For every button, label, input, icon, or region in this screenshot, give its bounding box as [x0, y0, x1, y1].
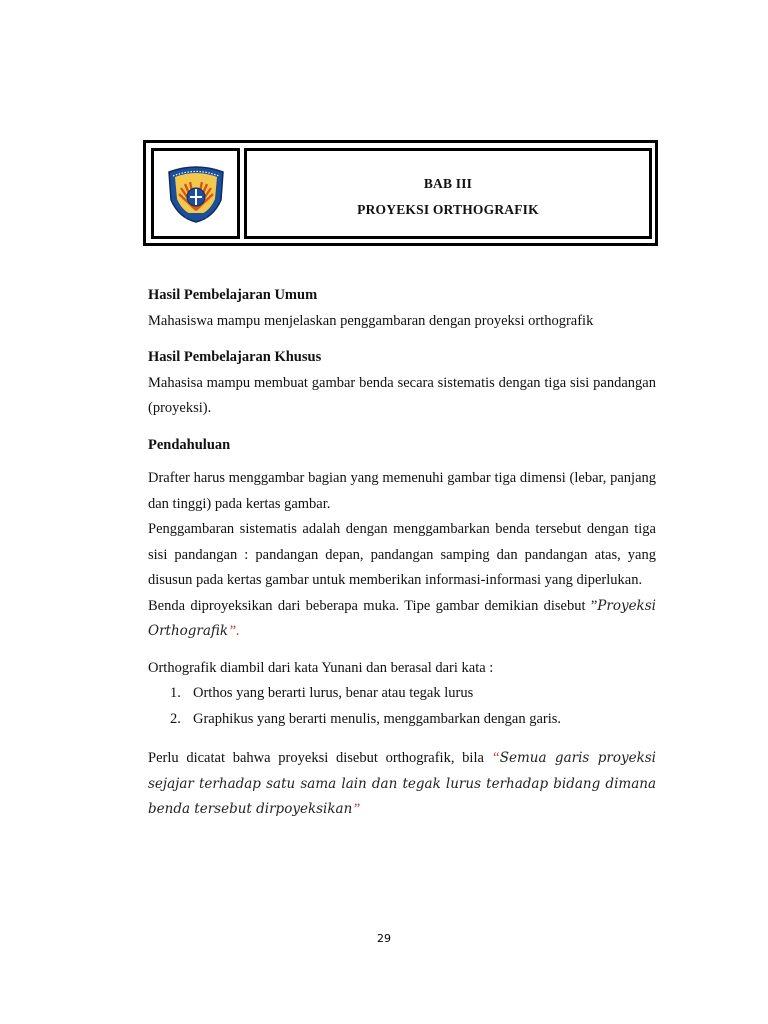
- list-text: Orthos yang berarti lurus, benar atau tegak lurus: [193, 685, 474, 701]
- paragraph-5: [148, 746, 656, 823]
- paragraph-1: Drafter harus menggambar bagian yang memenuhi gambar tiga dimensi (lebar, panjang dan tinggi) pada kertas gambar.: [148, 470, 656, 512]
- chapter-title-cell: [244, 148, 652, 239]
- close-quote: ”.: [228, 623, 240, 639]
- paragraph-3: [148, 594, 656, 645]
- list-item: [148, 681, 656, 707]
- paragraph-4: Orthografik diambil dari kata Yunani dan berasal dari kata :: [148, 659, 494, 676]
- term-proyeksi-orthografik: Proyeksi Orthografik: [148, 597, 656, 639]
- open-quote: “: [491, 750, 500, 766]
- paragraph-3-text: Benda diproyeksikan dari beberapa muka. Tipe gambar demikian disebut: [148, 597, 591, 614]
- etymology-list: [148, 681, 656, 732]
- list-text: Graphikus yang berarti menulis, menggambarkan dengan garis.: [193, 710, 562, 727]
- paragraph-2: Penggambaran sistematis adalah dengan menggambarkan benda tersebut dengan tiga sisi pandangan : pandangan depan, pandangan samping dan pandangan atas, yang disusun pada kertas gambar untuk memberikan informasi-informasi yang diperlukan.: [148, 521, 656, 588]
- open-quote: ”: [590, 597, 598, 614]
- institution-seal-icon: [163, 164, 229, 224]
- chapter-header-box: [143, 140, 658, 246]
- definition-quote: Semua garis proyeksi sejajar terhadap satu sama lain dan tegak lurus terhadap bidang dimana benda tersebut dirpoyeksikan: [148, 750, 656, 817]
- close-quote: ”: [352, 801, 361, 817]
- list-item: [148, 707, 656, 733]
- list-number: 1.: [170, 685, 181, 701]
- paragraph-5-text: Perlu dicatat bahwa proyeksi disebut orthografik, bila: [148, 750, 492, 766]
- page-number: 29: [377, 932, 391, 945]
- text-khusus: Mahasisa mampu membuat gambar benda secara sistematis dengan tiga sisi pandangan (proyeksi).: [148, 374, 656, 416]
- heading-pendahuluan: Pendahuluan: [148, 436, 231, 453]
- heading-umum: Hasil Pembelajaran Umum: [148, 287, 318, 303]
- logo-cell: [151, 148, 240, 239]
- list-number: 2.: [170, 710, 181, 727]
- text-umum: Mahasiswa mampu menjelaskan penggambaran dengan proyeksi orthografik: [148, 312, 594, 329]
- chapter-number: BAB III: [423, 176, 473, 191]
- heading-khusus: Hasil Pembelajaran Khusus: [148, 349, 322, 365]
- chapter-title: PROYEKSI ORTHOGRAFIK: [357, 202, 539, 217]
- chapter-content: [148, 283, 656, 823]
